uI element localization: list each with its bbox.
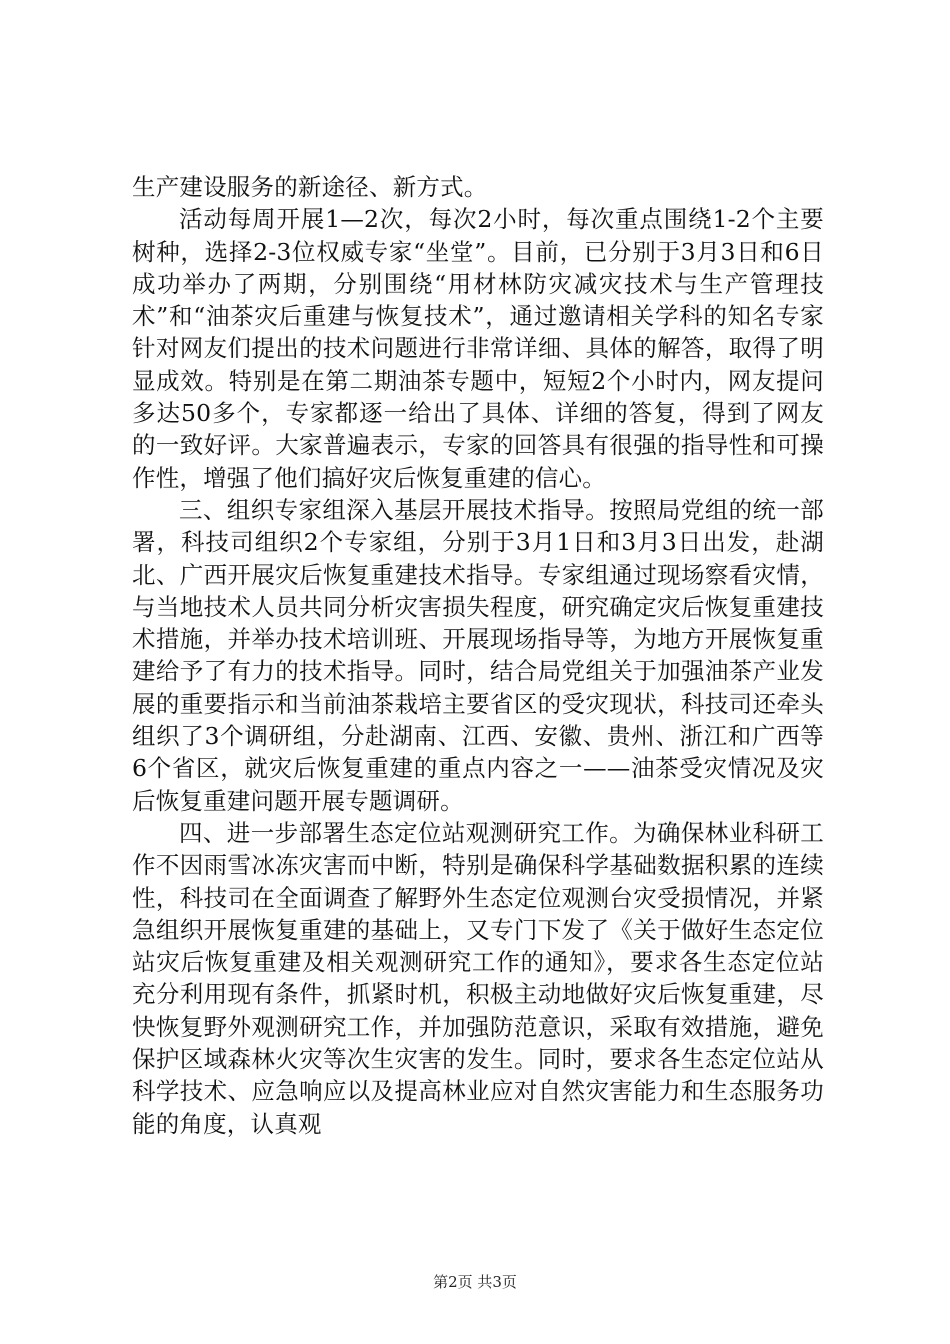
paragraph-section-four: 四、进一步部署生态定位站观测研究工作。为确保林业科研工作不因雨雪冰冻灾害而中断，特别是确保科学基础数据积累的连续性，科技司在全面调查了解野外生态定位观测台灾受损情况，并紧急组织开展恢复重建的基础上，又专门下发了《关于做好生态定位站灾后恢复重建及相关观测研究工作的通知》，要求各生态定位站充分利用现有条件，抓紧时机，积极主动地做好灾后恢复重建，尽快恢复野外观测研究工作，并加强防范意识，采取有效措施，避免保护区域森林火灾等次生灾害的发生。同时，要求各生态定位站从科学技术、应急响应以及提高林业应对自然灾害能力和生态服务功能的角度，认真观 — [132, 818, 824, 1138]
page-number-footer: 第2页 共3页 — [433, 1273, 517, 1291]
paragraph-continuation: 生产建设服务的新途径、新方式。 — [132, 173, 488, 201]
paragraph-section-three: 三、组织专家组深入基层开展技术指导。按照局党组的统一部署，科技司组织2个专家组，分别于3月1日和3月3日出发，赴湖北、广西开展灾后恢复重建技术指导。专家组通过现场察看灾情，与当地技术人员共同分析灾害损失程度，研究确定灾后恢复重建技术措施，并举办技术培训班、开展现场指导等，为地方开展恢复重建给予了有力的技术指导。同时，结合局党组关于加强油茶产业发展的重要指示和当前油茶栽培主要省区的受灾现状，科技司还牵头组织了3个调研组，分赴湖南、江西、安徽、贵州、浙江和广西等6个省区，就灾后恢复重建的重点内容之一——油茶受灾情况及灾后恢复重建问题开展专题调研。 — [132, 495, 824, 815]
document-body — [132, 171, 824, 1140]
paragraph-activity: 活动每周开展1—2次，每次2小时，每次重点围绕1-2个主要树种，选择2-3位权威专家“坐堂”。目前，已分别于3月3日和6日成功举办了两期，分别围绕“用材林防灾减灾技术与生产管理技术”和“油茶灾后重建与恢复技术”，通过邀请相关学科的知名专家针对网友们提出的技术问题进行非常详细、具体的解答，取得了明显成效。特别是在第二期油茶专题中，短短2个小时内，网友提问多达50多个，专家都逐一给出了具体、详细的答复，得到了网友的一致好评。大家普遍表示，专家的回答具有很强的指导性和可操作性，增强了他们搞好灾后恢复重建的信心。 — [132, 205, 824, 492]
